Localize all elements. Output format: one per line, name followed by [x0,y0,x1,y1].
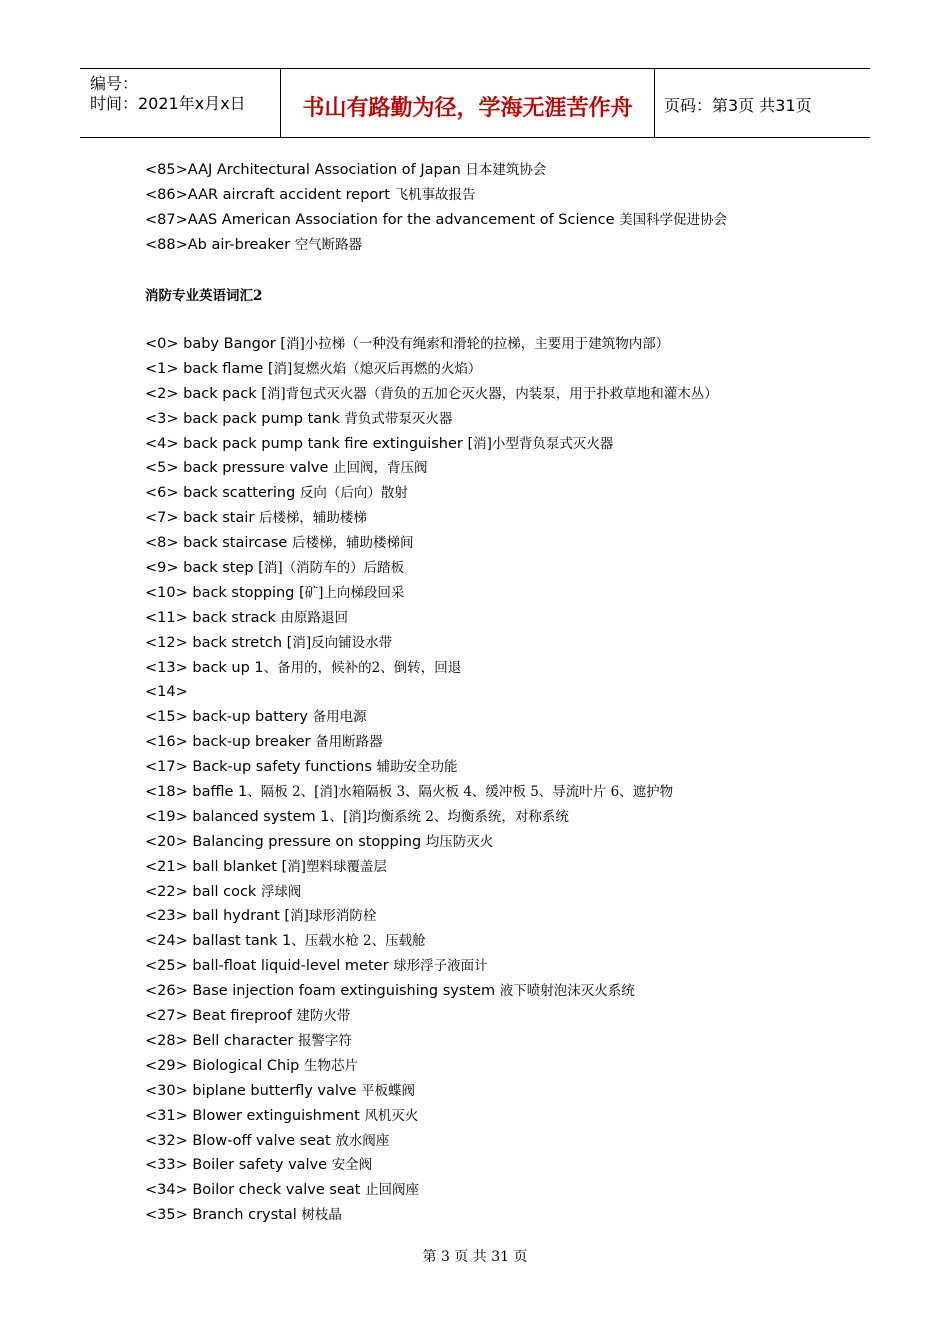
entry-chinese-definition: 、[消]均衡系统 2、均衡系统，对称系统 [329,808,569,825]
entry-chinese-definition: 飞机事故报告 [394,186,476,203]
entry-english-term: <32> Blow-off valve seat [145,1132,336,1149]
entry-chinese-definition: 备用电源 [312,709,367,726]
vocabulary-entry [145,208,885,233]
entry-english-term: <4> back pack pump tank fire extinguisher [ [145,435,474,452]
entry-chinese-definition: 止回阀，背压阀 [333,460,428,477]
vocabulary-entry [145,1178,885,1203]
entry-english-term: <13> back up 1 [145,659,264,676]
entry-chinese-definition: 、备用的，候补的2、倒转，回退 [263,659,462,676]
entry-english-term: <22> ball cock [145,883,261,900]
vocabulary-entry [145,233,885,258]
entry-chinese-definition: 建防火带 [296,1008,351,1025]
vocabulary-entry [145,1104,885,1129]
vocabulary-entry [145,332,885,357]
entry-english-term: <19> balanced system 1 [145,808,330,825]
entry-chinese-definition: 消]背包式灭火器（背负的五加仑灭火器，内装泵，用于扑救草地和灌木丛） [266,385,718,402]
vocabulary-entry [145,656,885,681]
entry-english-term: <5> back pressure valve [145,460,334,477]
entry-english-term: <27> Beat fireproof [145,1008,297,1025]
vocabulary-entry [145,880,885,905]
entry-chinese-definition: 日本建筑协会 [465,162,547,178]
page-header [80,68,870,138]
header-right-cell [654,69,870,137]
entry-english-term: <0> baby Bangor [ [145,336,286,352]
entry-english-term: <23> ball hydrant [ [145,908,291,925]
vocabulary-entry [145,1004,885,1029]
entry-english-term: <12> back stretch [ [145,634,293,651]
entry-english-term: <9> back step [ [145,560,264,577]
page-footer: 第 3 页 共 31 页 [422,1249,528,1265]
entry-english-term: <11> back strack [145,609,281,626]
vocabulary-entry [145,780,885,805]
header-page-info: 页码：第3页 共31页 [664,96,812,115]
entry-chinese-definition: 消]小拉梯（一种没有绳索和滑轮的拉梯，主要用于建筑物内部） [285,336,670,352]
date-label: 时间：2021年x月x日 [90,94,246,113]
entry-english-term: <7> back stair [145,510,259,527]
vocabulary-entry [145,680,885,705]
header-motto-cell [280,69,655,137]
entry-chinese-definition: 消]反向铺设水带 [292,634,393,651]
entry-english-term: <86>AAR aircraft accident report [145,186,395,203]
entry-english-term: <25> ball-float liquid-level meter [145,958,394,975]
entry-chinese-definition: 均压防灭火 [425,833,494,850]
vocabulary-entry [145,1079,885,1104]
vocabulary-entry [145,755,885,780]
vocabulary-entry [145,805,885,830]
entry-english-term: <1> back flame [ [145,360,274,377]
entry-english-term: <18> baffle 1 [145,784,248,801]
entry-english-term: <16> back-up breaker [145,734,316,751]
entry-chinese-definition: 球形浮子液面计 [393,958,488,975]
vocabulary-entry [145,432,885,457]
entry-chinese-definition: 平板蝶阀 [361,1082,416,1099]
entry-chinese-definition: 消]塑料球覆盖层 [287,858,387,875]
vocabulary-entry [145,158,885,183]
entry-chinese-definition: 后楼梯，辅助楼梯间 [291,535,414,552]
entry-english-term: <26> Base injection foam extinguishing system [145,983,500,1000]
entry-english-term: <3> back pack pump tank [145,410,345,427]
vocabulary-entry [145,606,885,631]
vocabulary-entry [145,382,885,407]
entry-chinese-definition: 空气断路器 [294,236,363,253]
vocabulary-entry [145,855,885,880]
vocabulary-entry [145,481,885,506]
entry-chinese-definition: 反向（后向）散射 [299,485,408,502]
header-left-cell [80,69,280,137]
entry-chinese-definition: 消]小型背负泵式灭火器 [473,435,614,452]
entry-english-term: <8> back staircase [145,535,292,552]
vocabulary-entry [145,705,885,730]
vocabulary-entry [145,506,885,531]
entry-english-term: <87>AAS American Association for the advancement of Science [145,211,620,228]
entry-chinese-definition: 、压载水枪 2、压载舱 [291,933,426,950]
vocabulary-entry [145,531,885,556]
entry-english-term: <6> back scattering [145,485,300,502]
entry-english-term: <85>AAJ Architectural Association of Japan [145,162,466,178]
entry-english-term: <15> back-up battery [145,709,313,726]
entry-chinese-definition: 报警字符 [297,1032,352,1049]
vocabulary-entry [145,581,885,606]
vocabulary-entry [145,830,885,855]
entry-chinese-definition: 辅助安全功能 [376,759,458,776]
vocabulary-entry [145,556,885,581]
top-entry-list [145,158,885,258]
vocabulary-entry [145,1129,885,1154]
entry-chinese-definition: 树枝晶 [301,1207,342,1224]
vocabulary-entry [145,730,885,755]
entry-chinese-definition: 生物芯片 [304,1057,358,1074]
vocabulary-entry [145,954,885,979]
entry-chinese-definition: 矿]上向梯段回采 [304,584,405,601]
entry-english-term: <20> Balancing pressure on stopping [145,833,426,850]
entry-english-term: <88>Ab air-breaker [145,236,295,253]
entry-chinese-definition: 背负式带泵灭火器 [344,410,453,427]
entry-chinese-definition: 浮球阀 [260,883,302,900]
vocabulary-list [145,332,885,1228]
entry-chinese-definition: 液下喷射泡沫灭火系统 [499,983,635,1000]
entry-english-term: <34> Boilor check valve seat [145,1182,365,1199]
entry-english-term: <10> back stopping [ [145,584,305,601]
entry-chinese-definition: 、隔板 2、[消]水箱隔板 3、隔火板 4、缓冲板 5、导流叶片 6、遮护物 [247,784,674,801]
vocabulary-entry [145,1153,885,1178]
entry-english-term: <21> ball blanket [ [145,858,288,875]
vocabulary-entry [145,929,885,954]
entry-chinese-definition: 止回阀座 [365,1182,419,1199]
entry-english-term: <33> Boiler safety valve [145,1157,332,1174]
entry-chinese-definition: 备用断路器 [315,734,383,751]
vocabulary-entry [145,357,885,382]
serial-number-label: 编号： [90,74,139,93]
entry-english-term: <24> ballast tank 1 [145,933,292,950]
entry-chinese-definition: 后楼梯，辅助楼梯 [258,510,367,527]
vocabulary-entry [145,456,885,481]
entry-chinese-definition: 美国科学促进协会 [619,211,728,228]
vocabulary-entry [145,631,885,656]
entry-chinese-definition: 消]复燃火焰（熄灭后再燃的火焰） [273,360,482,377]
entry-chinese-definition: 消]（消防车的）后踏板 [263,560,405,577]
vocabulary-entry [145,1203,885,1228]
entry-english-term: <35> Branch crystal [145,1207,302,1224]
vocabulary-entry [145,1029,885,1054]
entry-chinese-definition: 由原路退回 [280,609,348,626]
entry-english-term: <29> Biological Chip [145,1057,304,1074]
vocabulary-entry [145,1054,885,1079]
vocabulary-entry [145,904,885,929]
entry-english-term: <17> Back-up safety functions [145,759,377,776]
entry-english-term: <30> biplane butterfly valve [145,1082,362,1099]
entry-english-term: <2> back pack [ [145,385,267,402]
entry-english-term: <28> Bell character [145,1032,298,1049]
vocabulary-entry [145,407,885,432]
section-title: 消防专业英语词汇2 [145,288,263,304]
entry-chinese-definition: 放水阀座 [335,1132,390,1149]
entry-chinese-definition: 消]球形消防栓 [290,908,377,925]
entry-chinese-definition: 安全阀 [331,1157,373,1174]
vocabulary-entry [145,183,885,208]
vocabulary-entry [145,979,885,1004]
entry-english-term: <14> [145,684,188,701]
motto-text: 书山有路勤为径，学海无涯苦作舟 [302,95,633,121]
entry-chinese-definition: 风机灭火 [364,1107,419,1124]
entry-english-term: <31> Blower extinguishment [145,1107,365,1124]
